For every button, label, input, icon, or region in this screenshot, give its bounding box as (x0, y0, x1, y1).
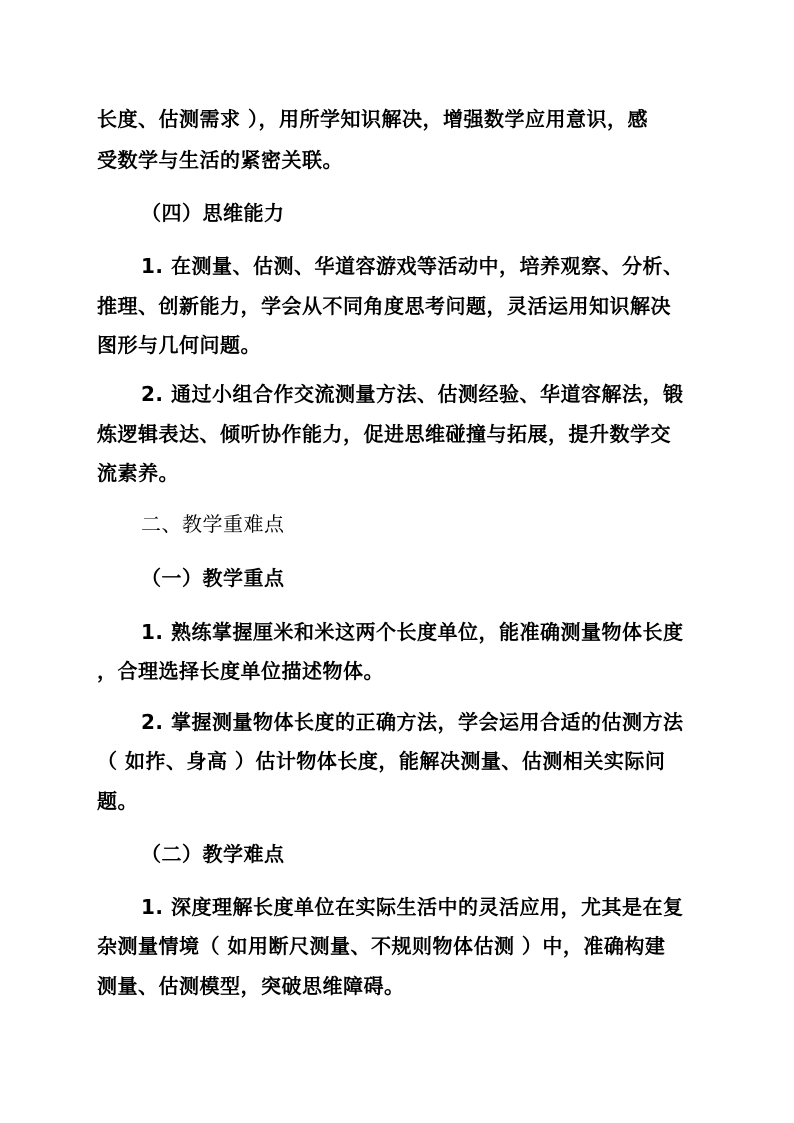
heading-key-difficult-points: 二、教学重难点 (141, 512, 285, 536)
paragraph-6-line-1: 1. 深度理解长度单位在实际生活中的灵活应用，尤其是在复 (141, 895, 684, 919)
paragraph-5-line-1: 2. 掌握测量物体长度的正确方法，学会运用合适的估测方法 (141, 710, 684, 734)
paragraph-2-line-1: 1. 在测量、估测、华道容游戏等活动中，培养观察、分析、 (141, 254, 684, 278)
paragraph-1-line-1: 长度、估测需求 ），用所学知识解决，增强数学应用意识，感 (97, 107, 648, 131)
paragraph-3-line-3: 流素养。 (97, 461, 179, 485)
paragraph-3-line-2: 炼逻辑表达、倾听协作能力，促进思维碰撞与拓展，提升数学交 (97, 422, 671, 446)
paragraph-5-line-3: 题。 (97, 789, 138, 813)
paragraph-6-line-3: 测量、估测模型，突破思维障碍。 (97, 974, 405, 998)
heading-teaching-difficulty: （二）教学难点 (141, 842, 285, 866)
heading-teaching-focus: （一）教学重点 (141, 566, 285, 590)
heading-thinking-ability: （四）思维能力 (141, 201, 285, 225)
paragraph-6-line-2: 杂测量情境（ 如用断尺测量、不规则物体估测 ）中，准确构建 (97, 934, 666, 958)
paragraph-2-line-3: 图形与几何问题。 (97, 333, 261, 357)
paragraph-4-line-2: ，合理选择长度单位描述物体。 (97, 659, 384, 683)
paragraph-2-line-2: 推理、创新能力，学会从不同角度思考问题，灵活运用知识解决 (97, 294, 671, 318)
paragraph-1-line-2: 受数学与生活的紧密关联。 (97, 148, 343, 172)
paragraph-5-line-2: （ 如拃、身高 ）估计物体长度，能解决测量、估测相关实际问 (97, 749, 666, 773)
paragraph-4-line-1: 1. 熟练掌握厘米和米这两个长度单位，能准确测量物体长度 (141, 620, 684, 644)
paragraph-3-line-1: 2. 通过小组合作交流测量方法、估测经验、华道容解法，锻 (141, 382, 684, 406)
